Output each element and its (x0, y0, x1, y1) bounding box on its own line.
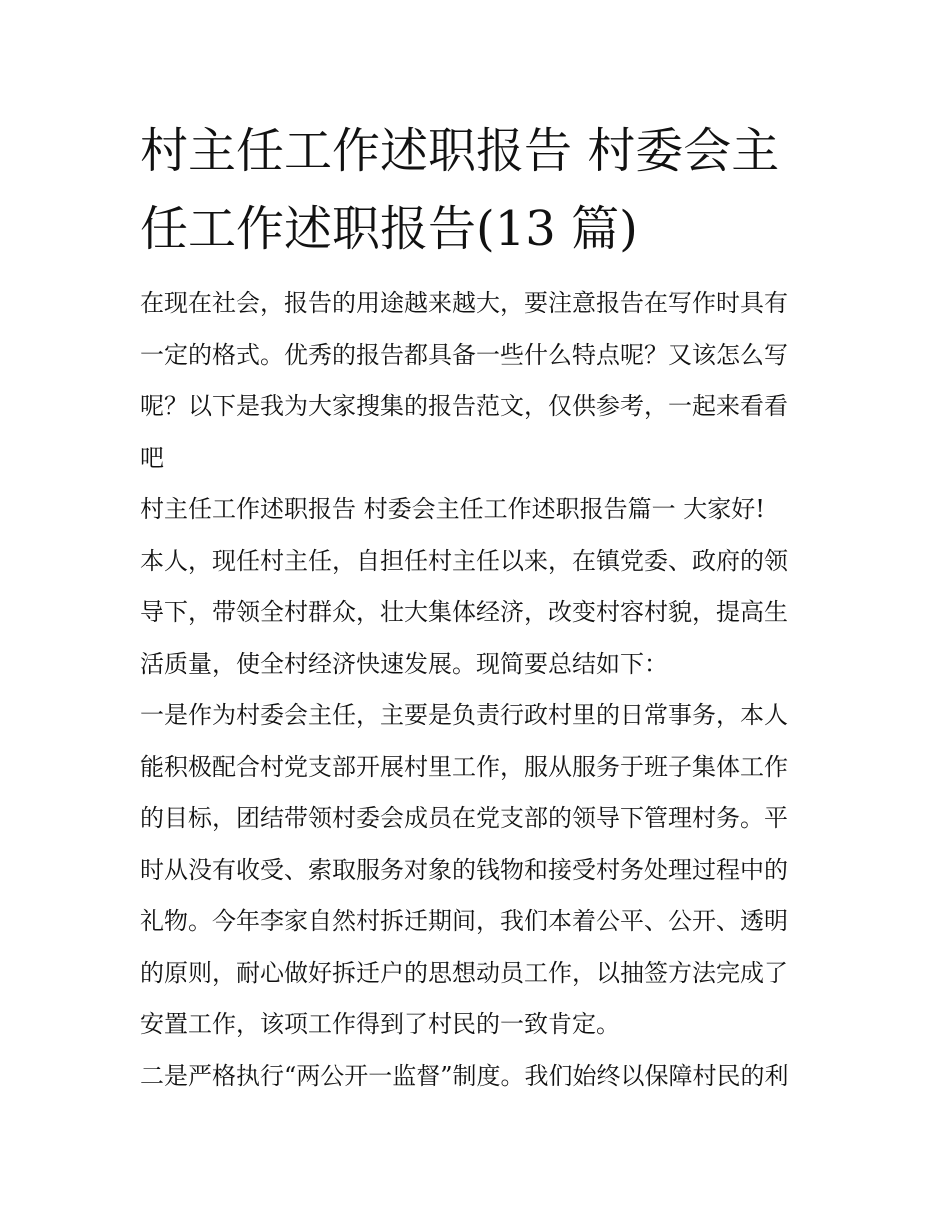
paragraph-intro (140, 278, 820, 484)
text-line: 活质量，使全村经济快速发展。现简要总结如下： (140, 649, 668, 678)
text-line: 二是严格执行“两公开一监督”制度。我们始终以保障村民的利 (140, 1061, 789, 1090)
text-line: 在现在社会，报告的用途越来越大，要注意报告在写作时具有 (140, 289, 788, 317)
document-body (140, 278, 820, 1102)
text-line: 村主任工作述职报告 村委会主任工作述职报告篇一 大家好! (140, 495, 765, 523)
paragraph-opening (140, 536, 820, 691)
text-line: 本人，现任村主任，自担任村主任以来，在镇党委、政府的领 (140, 546, 788, 575)
title-line-2: 任工作述职报告(13 篇) (140, 201, 638, 257)
text-line: 安置工作，该项工作得到了村民的一致肯定。 (140, 1010, 620, 1038)
paragraph-section-heading (140, 484, 820, 536)
text-line: 能积极配合村党支部开展村里工作，服从服务于班子集体工作 (140, 752, 788, 781)
paragraph-point-one (140, 690, 820, 1051)
text-line: 呢？以下是我为大家搜集的报告范文，仅供参考，一起来看看 (140, 392, 788, 420)
text-line: 的目标，团结带领村委会成员在党支部的领导下管理村务。平 (140, 804, 788, 832)
text-line: 一定的格式。优秀的报告都具备一些什么特点呢？又该怎么写 (140, 340, 788, 369)
text-line: 礼物。今年李家自然村拆迁期间，我们本着公平、公开、透明 (140, 907, 788, 935)
text-line: 一是作为村委会主任，主要是负责行政村里的日常事务，本人 (140, 701, 788, 729)
document-title (140, 112, 820, 268)
text-line: 时从没有收受、索取服务对象的钱物和接受村务处理过程中的 (140, 855, 788, 884)
text-line: 吧 (140, 443, 164, 472)
title-line-1: 村主任工作述职报告 村委会主 (140, 123, 780, 179)
text-line: 的原则，耐心做好拆迁户的思想动员工作，以抽签方法完成了 (140, 958, 788, 987)
text-line: 导下，带领全村群众，壮大集体经济，改变村容村貌，提高生 (140, 598, 788, 626)
paragraph-point-two (140, 1051, 820, 1103)
